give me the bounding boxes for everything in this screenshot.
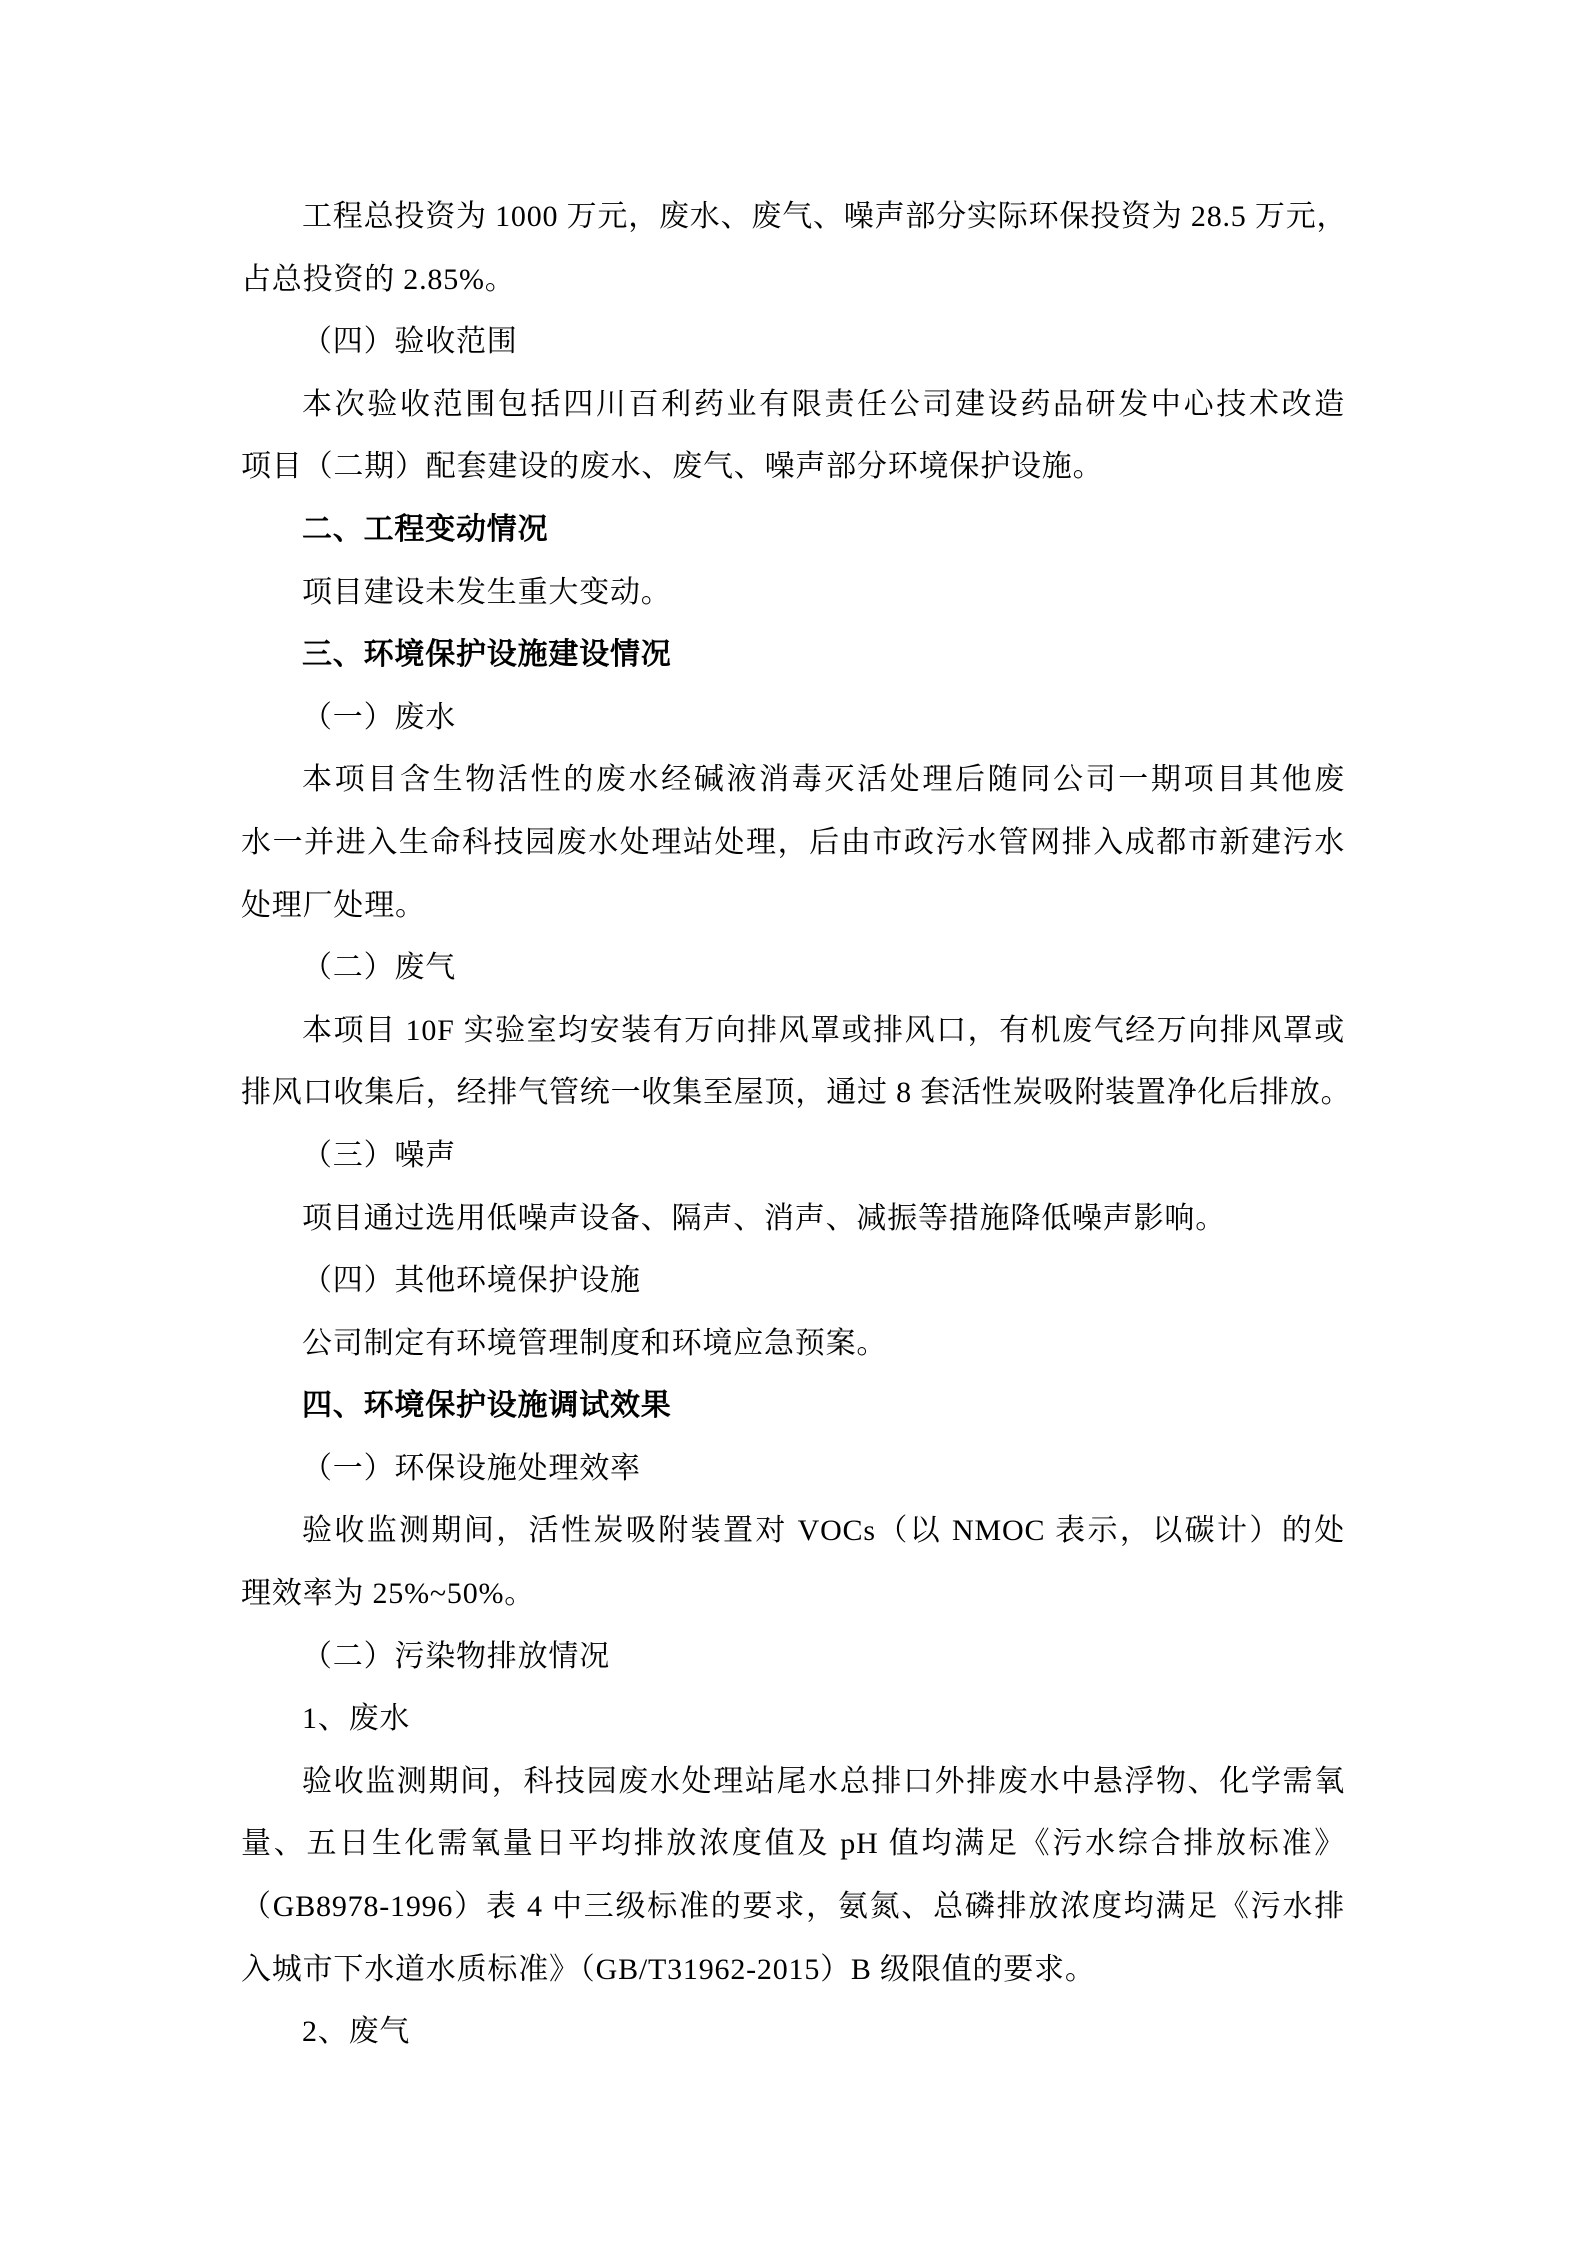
text-line: 1、废水 xyxy=(302,1702,411,1736)
text-line: 工程总投资为 1000 万元，废水、废气、噪声部分实际环保投资为 28.5 万元， xyxy=(302,200,1348,233)
text-line: （二）废气 xyxy=(302,951,456,985)
text-line: 验收监测期间，活性炭吸附装置对 VOCs（以 NMOC 表示，以碳计）的处 xyxy=(302,1514,1345,1548)
text-line: 公司制定有环境管理制度和环境应急预案。 xyxy=(302,1326,888,1360)
text-line: 本项目含生物活性的废水经碱液消毒灭活处理后随同公司一期项目其他废 xyxy=(302,763,1345,797)
text-line: 入城市下水道水质标准》（GB/T31962-2015）B 级限值的要求。 xyxy=(241,1952,1096,1986)
text-line: 水一并进入生命科技园废水处理站处理，后由市政污水管网排入成都市新建污水 xyxy=(241,825,1345,859)
text-line: （四）验收范围 xyxy=(302,325,518,359)
text-line: 项目（二期）配套建设的废水、废气、噪声部分环境保护设施。 xyxy=(241,450,1104,484)
document-content xyxy=(241,186,1352,2064)
text-line: （三）噪声 xyxy=(302,1138,456,1172)
text-line: （GB8978-1996）表 4 中三级标准的要求，氨氮、总磷排放浓度均满足《污水排 xyxy=(241,1890,1345,1924)
text-line: 本项目 10F 实验室均安装有万向排风罩或排风口，有机废气经万向排风罩或 xyxy=(302,1013,1345,1047)
text-line: 验收监测期间，科技园废水处理站尾水总排口外排废水中悬浮物、化学需氧 xyxy=(302,1764,1345,1798)
text-line: 项目建设未发生重大变动。 xyxy=(302,575,672,609)
text-line: （四）其他环境保护设施 xyxy=(302,1264,641,1298)
heading-line: 四、环境保护设施调试效果 xyxy=(302,1389,672,1423)
text-line: 理效率为 25%~50%。 xyxy=(241,1577,536,1611)
text-line: 项目通过选用低噪声设备、隔声、消声、减振等措施降低噪声影响。 xyxy=(302,1201,1226,1235)
text-line: （一）环保设施处理效率 xyxy=(302,1451,641,1485)
heading-line: 二、工程变动情况 xyxy=(302,512,549,546)
text-line: 处理厂处理。 xyxy=(241,888,426,922)
heading-line: 三、环境保护设施建设情况 xyxy=(302,638,672,672)
text-line: （一）废水 xyxy=(302,700,456,734)
text-line: （二）污染物排放情况 xyxy=(302,1639,610,1673)
text-line: 量、五日生化需氧量日平均排放浓度值及 pH 值均满足《污水综合排放标准》 xyxy=(241,1827,1345,1861)
text-line: 占总投资的 2.85%。 xyxy=(241,262,516,296)
text-line: 2、废气 xyxy=(302,2015,411,2049)
text-line: 排风口收集后，经排气管统一收集至屋顶，通过 8 套活性炭吸附装置净化后排放。 xyxy=(241,1076,1352,1110)
text-line: 本次验收范围包括四川百利药业有限责任公司建设药品研发中心技术改造 xyxy=(302,387,1345,421)
